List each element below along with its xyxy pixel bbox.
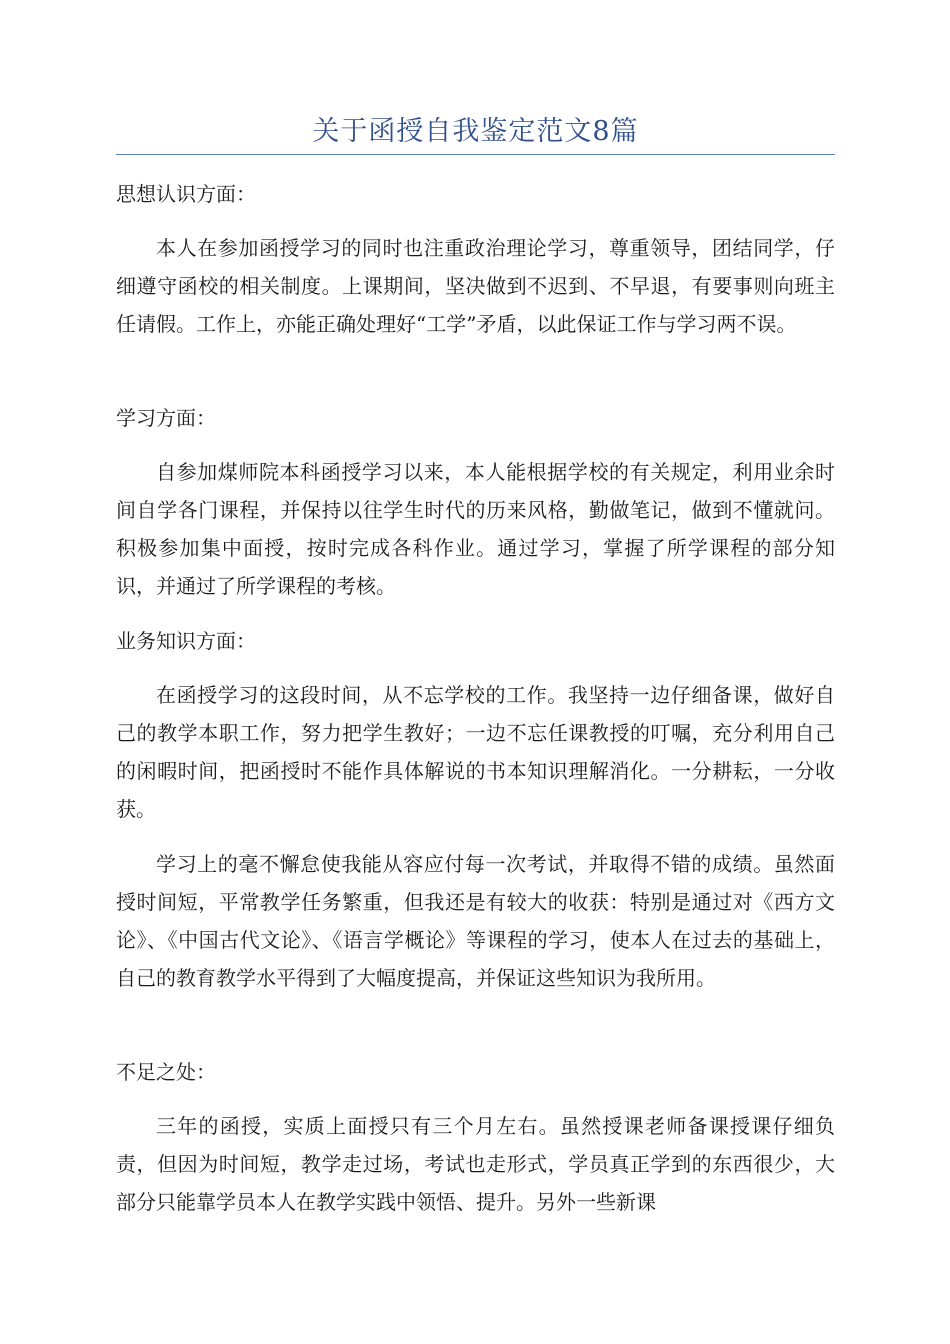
document-title: 关于函授自我鉴定范文8篇 [312, 116, 639, 147]
section-heading-shortcomings: 不足之处： [116, 1060, 216, 1084]
title-underline [116, 154, 835, 155]
paragraph-professional-2: 学习上的毫不懈怠使我能从容应付每一次考试，并取得不错的成绩。虽然面授时间短，平常教学任务繁重，但我还是有较大的收获：特别是通过对《西方文论》、《中国古代文论》、《语言学概论》等课程的学习，使本人在过去的基础上，自己的教育教学水平得到了大幅度提高，并保证这些知识为我所用。 [116, 852, 835, 990]
paragraph-study: 自参加煤师院本科函授学习以来，本人能根据学校的有关规定，利用业余时间自学各门课程，并保持以往学生时代的历来风格，勤做笔记，做到不懂就问。积极参加集中面授，按时完成各科作业。通过学习，掌握了所学课程的部分知识，并通过了所学课程的考核。 [116, 460, 835, 598]
section-heading-ideology: 思想认识方面： [116, 182, 256, 206]
section-heading-professional: 业务知识方面： [116, 629, 256, 653]
paragraph-professional-1: 在函授学习的这段时间，从不忘学校的工作。我坚持一边仔细备课，做好自己的教学本职工作，努力把学生教好；一边不忘任课教授的叮嘱，充分利用自己的闲暇时间，把函授时不能作具体解说的书本知识理解消化。一分耕耘，一分收获。 [116, 683, 835, 821]
paragraph-shortcomings: 三年的函授，实质上面授只有三个月左右。虽然授课老师备课授课仔细负责，但因为时间短，教学走过场，考试也走形式，学员真正学到的东西很少，大部分只能靠学员本人在教学实践中领悟、提升。另外一些新课 [116, 1114, 835, 1214]
paragraph-ideology: 本人在参加函授学习的同时也注重政治理论学习，尊重领导，团结同学，仔细遵守函校的相关制度。上课期间，坚决做到不迟到、不早退，有要事则向班主任请假。工作上，亦能正确处理好“工学”矛盾，以此保证工作与学习两不误。 [116, 236, 835, 336]
document-page [116, 0, 835, 1344]
section-heading-study: 学习方面： [116, 406, 216, 430]
